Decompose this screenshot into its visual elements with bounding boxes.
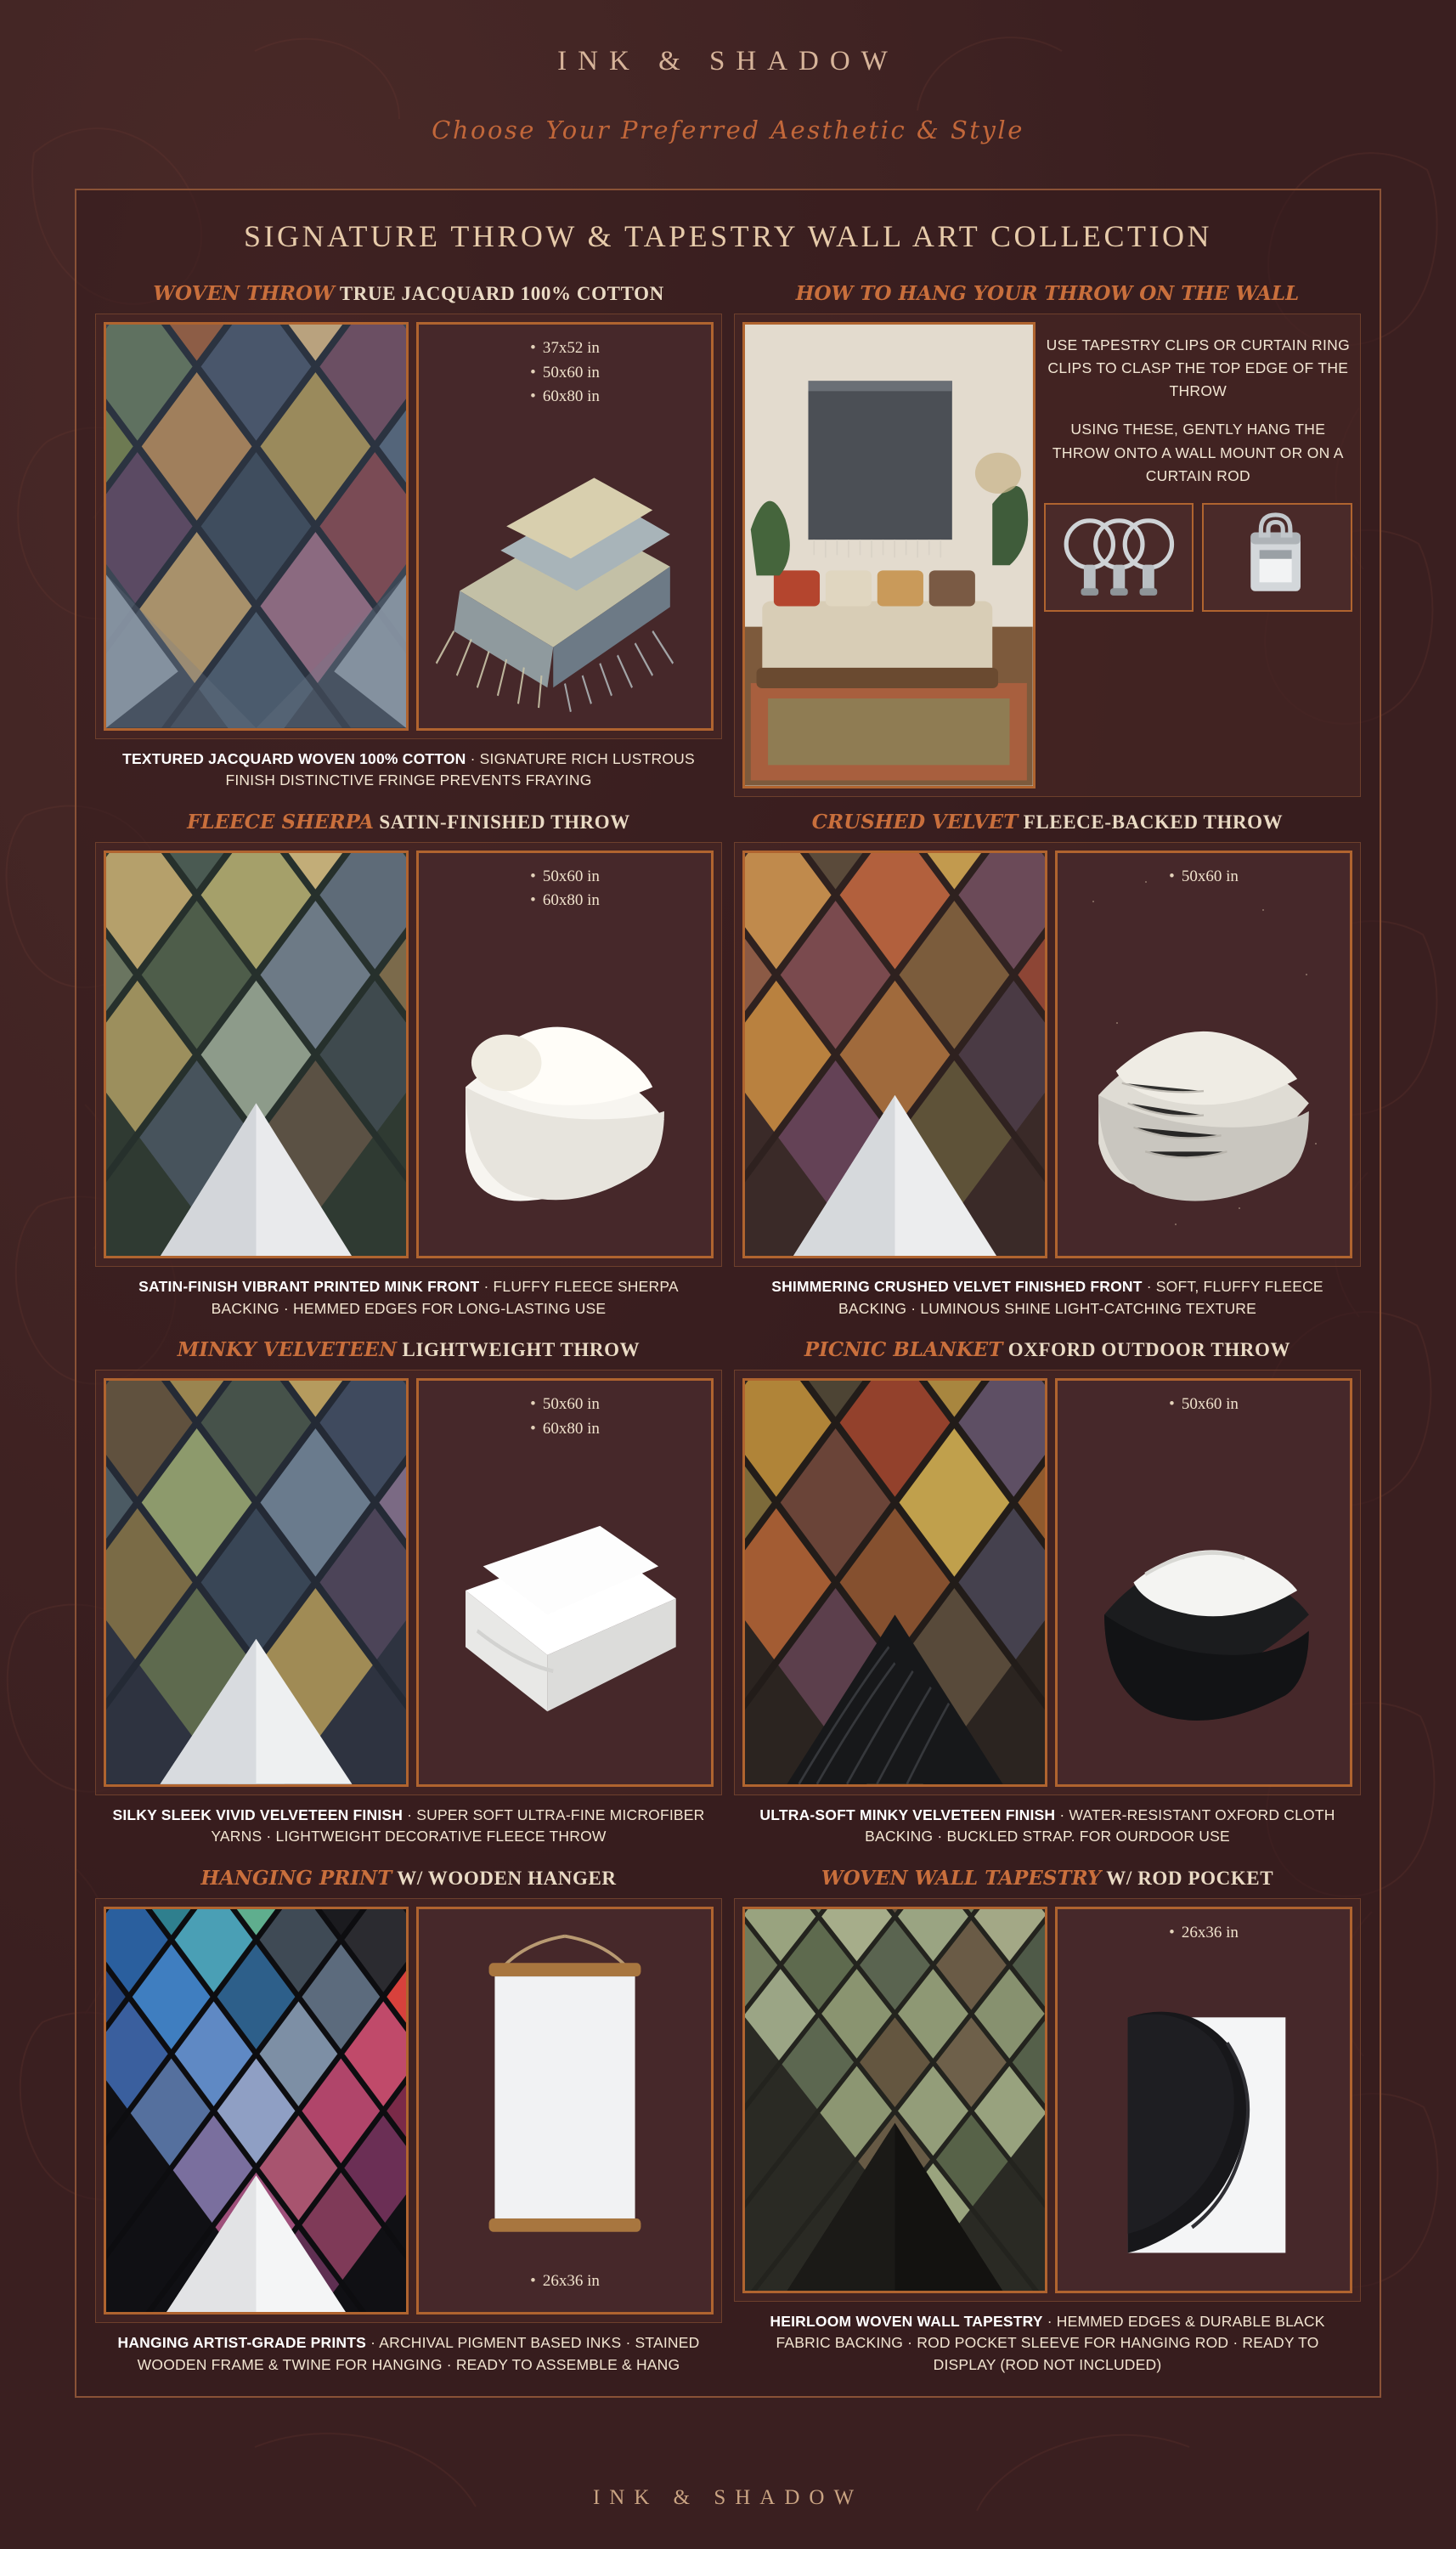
caption-strong: HEIRLOOM WOVEN WALL TAPESTRY [770,2312,1043,2330]
card-title-emphasis: MINKY VELVETEEN [177,1338,398,1361]
size-option: • 37x52 in [530,339,600,357]
caption-strong: TEXTURED JACQUARD WOVEN 100% COTTON [122,749,466,767]
card-title-emphasis: WOVEN WALL TAPESTRY [821,1866,1102,1890]
product-swatch-image [742,1378,1047,1787]
card-body [734,1898,1361,2302]
room-photo [742,322,1036,788]
ring-clips-image [1044,503,1194,612]
card-title-rest: TRUE JACQUARD 100% COTTON [339,283,664,304]
card-title [95,1860,722,1898]
card-picnic-blanket [734,1331,1361,1853]
caption-rest: · ARCHIVAL PIGMENT BASED INKS · STAINED WOODEN FRAME & TWINE FOR HANGING · READY TO ASSEMBLE & HANG [137,2334,700,2373]
card-title-rest: FLEECE-BACKED THROW [1023,811,1284,833]
card-body [95,1898,722,2324]
card-title-rest: W/ ROD POCKET [1106,1867,1274,1889]
size-option: • 60x80 in [530,1419,600,1438]
product-hanger-image [416,1907,714,2315]
size-option: • 26x36 in [1169,1923,1239,1941]
card-how-to-hang [734,275,1361,797]
card-fleece-sherpa [95,804,722,1325]
card-hanging-print [95,1860,722,2382]
card-title [95,804,722,842]
card-title-rest: W/ WOODEN HANGER [397,1867,617,1889]
product-folded-image [1055,851,1352,1259]
card-body [95,842,722,1268]
caption-strong: HANGING ARTIST-GRADE PRINTS [117,2334,367,2352]
card-title-rest: SATIN-FINISHED THROW [379,811,630,833]
product-swatch-image [742,851,1047,1259]
card-title [734,1331,1361,1370]
tapestry-clip-image [1202,503,1352,612]
card-title-emphasis: CRUSHED VELVET [811,810,1019,834]
product-folded-image [416,322,714,731]
product-folded-image [416,851,714,1259]
card-body [95,1370,722,1795]
card-title [734,1860,1361,1898]
card-title [95,275,722,314]
instruction-line-1: USE TAPESTRY CLIPS OR CURTAIN RING CLIPS TO CLASP THE TOP EDGE OF THE THROW [1046,336,1350,400]
size-option: • 50x60 in [530,1395,600,1413]
card-caption [95,1267,722,1325]
size-option: • 50x60 in [530,363,600,382]
card-title-rest: LIGHTWEIGHT THROW [402,1339,641,1360]
card-caption [95,1795,722,1853]
product-grid [95,275,1361,2381]
brand-tagline: Choose Your Preferred Aesthetic & Style [432,116,1024,144]
card-body [734,314,1361,797]
card-caption [95,739,722,797]
product-swatch-image [104,851,409,1259]
collection-panel [75,189,1381,2398]
caption-rest: · SOFT, FLUFFY FLEECE BACKING · LUMINOUS SHINE LIGHT-CATCHING TEXTURE [838,1278,1323,1317]
size-option: • 60x80 in [530,387,600,405]
card-caption [95,2323,722,2381]
card-title-emphasis: HOW TO HANG YOUR THROW ON THE WALL [795,282,1300,305]
caption-rest: · SUPER SOFT ULTRA-FINE MICROFIBER YARNS · LIGHTWEIGHT DECORATIVE FLEECE THROW [211,1806,705,1845]
card-title [734,804,1361,842]
card-title [734,275,1361,314]
caption-strong: ULTRA-SOFT MINKY VELVETEEN FINISH [759,1806,1056,1823]
caption-strong: SILKY SLEEK VIVID VELVETEEN FINISH [112,1806,404,1823]
product-folded-image [416,1378,714,1787]
caption-rest: · WATER-RESISTANT OXFORD CLOTH BACKING · BUCKLED STRAP. FOR OURDOOR USE [865,1806,1335,1845]
product-folded-image [1055,1378,1352,1787]
instruction-line-2: USING THESE, GENTLY HANG THE THROW ONTO A WALL MOUNT OR ON A CURTAIN ROD [1052,421,1344,484]
caption-rest: · HEMMED EDGES & DURABLE BLACK FABRIC BACKING · ROD POCKET SLEEVE FOR HANGING ROD · READY TO DISPLAY (ROD NOT INCLUDED) [776,2312,1325,2373]
card-body [734,842,1361,1268]
card-title-emphasis: FLEECE SHERPA [187,810,374,834]
size-option: • 50x60 in [530,867,600,885]
card-body [95,314,722,739]
brand-title: INK & SHADOW [557,46,899,76]
card-title-emphasis: HANGING PRINT [200,1866,392,1890]
size-list [419,2269,711,2294]
product-swatch-image [104,1378,409,1787]
card-title-rest: OXFORD OUTDOOR THROW [1007,1339,1291,1360]
clip-images [1044,503,1352,612]
product-swatch-image [742,1907,1047,2293]
caption-strong: SHIMMERING CRUSHED VELVET FINISHED FRONT [771,1278,1143,1296]
product-folded-image [1055,1907,1352,2293]
card-woven-wall-tapestry [734,1860,1361,2382]
card-caption [734,2302,1361,2381]
card-caption [734,1795,1361,1853]
caption-rest: · SIGNATURE RICH LUSTROUS FINISH DISTINCTIVE FRINGE PREVENTS FRAYING [225,749,695,789]
size-option: • 50x60 in [1169,867,1239,885]
size-option: • 50x60 in [1169,1395,1239,1413]
caption-rest: · FLUFFY FLEECE SHERPA BACKING · HEMMED EDGES FOR LONG-LASTING USE [211,1278,679,1317]
card-crushed-velvet [734,804,1361,1325]
card-title-emphasis: WOVEN THROW [153,282,335,305]
caption-strong: SATIN-FINISH VIBRANT PRINTED MINK FRONT [138,1278,480,1296]
card-title-emphasis: PICNIC BLANKET [804,1338,1003,1361]
card-caption [734,1267,1361,1325]
card-woven-throw [95,275,722,797]
size-option: • 60x80 in [530,891,600,909]
card-title [95,1331,722,1370]
footer-brand: INK & SHADOW [592,2486,864,2509]
card-body [734,1370,1361,1795]
size-option: • 26x36 in [530,2271,600,2290]
card-minky-velveteen [95,1331,722,1853]
product-swatch-image [104,322,409,731]
product-swatch-image [104,1907,409,2315]
page-title: SIGNATURE THROW & TAPESTRY WALL ART COLLECTION [244,219,1212,253]
hang-instructions [1044,322,1352,788]
